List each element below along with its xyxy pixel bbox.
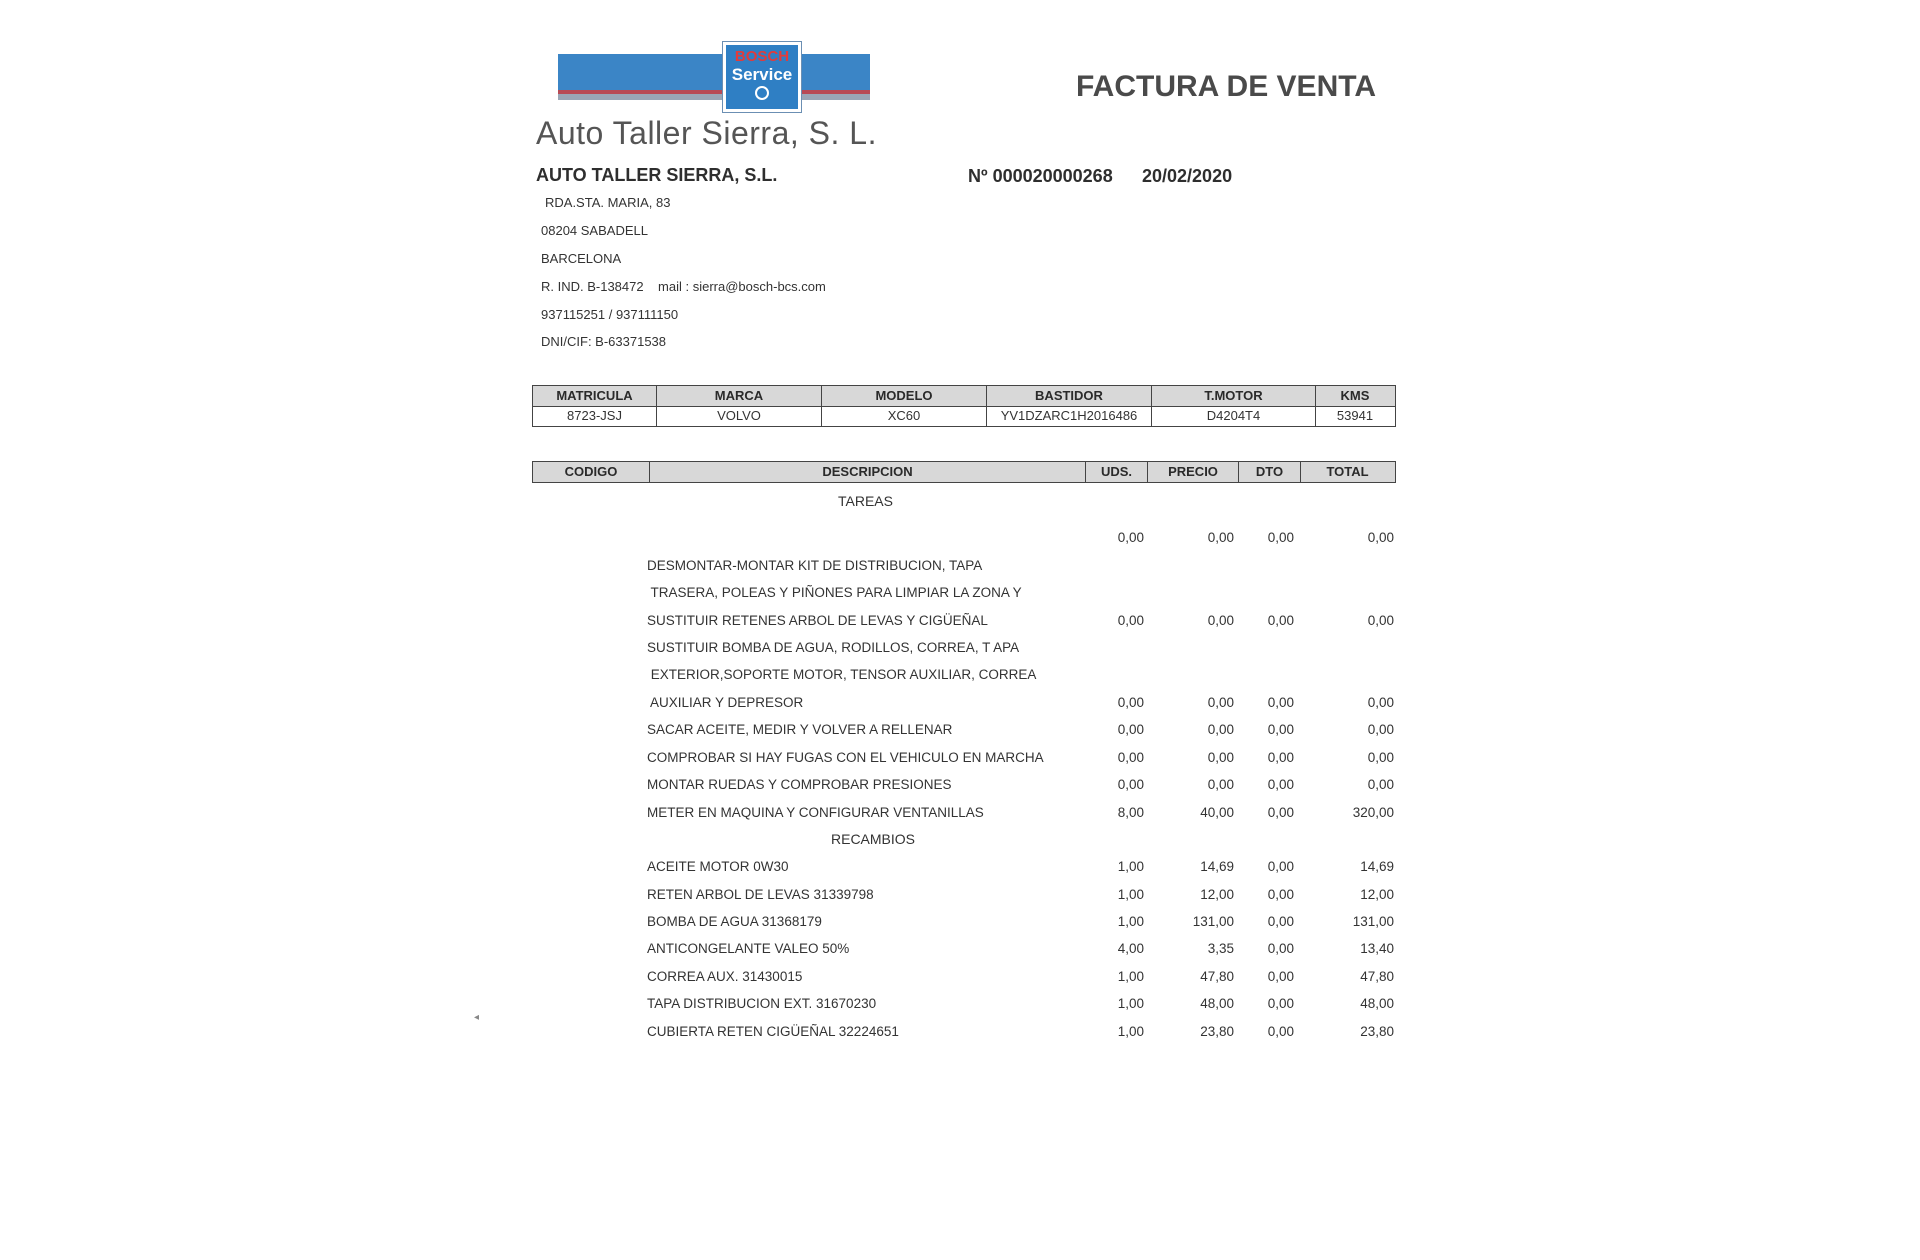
item-discount: 0,00	[1267, 805, 1294, 820]
item-units: 0,00	[1117, 722, 1144, 737]
item-discount: 0,00	[1267, 530, 1294, 545]
vehicle-header-cell: MARCA	[657, 386, 822, 406]
item-description: TRASERA, POLEAS Y PIÑONES PARA LIMPIAR LA ZONA Y	[647, 585, 1022, 600]
item-units: 0,00	[1117, 695, 1144, 710]
item-total: 23,80	[1360, 1024, 1394, 1039]
item-discount: 0,00	[1267, 914, 1294, 929]
item-discount: 0,00	[1267, 722, 1294, 737]
address-city: 08204 SABADELL	[541, 223, 648, 238]
document-title: FACTURA DE VENTA	[1076, 70, 1376, 103]
item-units: 4,00	[1117, 941, 1144, 956]
item-description: MONTAR RUEDAS Y COMPROBAR PRESIONES	[647, 777, 952, 792]
item-discount: 0,00	[1267, 613, 1294, 628]
logo-service-text: Service	[731, 65, 793, 84]
item-line	[0, 1024, 1920, 1042]
item-units: 0,00	[1117, 750, 1144, 765]
item-units: 1,00	[1117, 914, 1144, 929]
items-header-cell: TOTAL	[1326, 464, 1369, 479]
items-table-header	[532, 461, 1396, 483]
vehicle-header-cell: T.MOTOR	[1152, 386, 1316, 406]
item-line	[0, 859, 1920, 877]
item-line	[0, 805, 1920, 823]
bosch-service-logo	[558, 42, 870, 112]
item-total: 0,00	[1367, 695, 1394, 710]
vehicle-header-cell: BASTIDOR	[987, 386, 1152, 406]
item-description: DESMONTAR-MONTAR KIT DE DISTRIBUCION, TAPA	[647, 558, 983, 573]
item-line	[0, 914, 1920, 932]
item-line	[0, 777, 1920, 795]
item-line	[0, 695, 1920, 713]
address-registry-mail: R. IND. B-138472 mail : sierra@bosch-bcs.com	[541, 279, 826, 294]
address-street: RDA.STA. MARIA, 83	[545, 195, 671, 210]
item-discount: 0,00	[1267, 859, 1294, 874]
invoice-date: 20/02/2020	[1142, 166, 1233, 186]
item-total: 0,00	[1367, 613, 1394, 628]
item-units: 0,00	[1117, 777, 1144, 792]
item-price: 0,00	[1207, 613, 1234, 628]
item-price: 0,00	[1207, 777, 1234, 792]
item-units: 1,00	[1117, 996, 1144, 1011]
item-price: 12,00	[1200, 887, 1234, 902]
item-price: 14,69	[1200, 859, 1234, 874]
item-description: EXTERIOR,SOPORTE MOTOR, TENSOR AUXILIAR, CORREA	[647, 667, 1037, 682]
item-description: ANTICONGELANTE VALEO 50%	[647, 941, 850, 956]
item-description: CORREA AUX. 31430015	[647, 969, 803, 984]
item-line	[0, 613, 1920, 631]
items-header-cell: PRECIO	[1148, 462, 1239, 482]
item-line	[0, 941, 1920, 959]
item-price: 3,35	[1207, 941, 1234, 956]
item-discount: 0,00	[1267, 750, 1294, 765]
vehicle-header-cell: MATRICULA	[533, 386, 657, 406]
vehicle-chassis: YV1DZARC1H2016486	[987, 407, 1152, 426]
item-line	[0, 996, 1920, 1014]
section-tareas: TAREAS	[838, 493, 893, 509]
item-total: 13,40	[1360, 941, 1394, 956]
address-phones: 937115251 / 937111150	[541, 307, 679, 322]
scan-speck: ◂	[474, 1012, 480, 1023]
item-price: 23,80	[1200, 1024, 1234, 1039]
item-discount: 0,00	[1267, 887, 1294, 902]
item-total: 0,00	[1367, 750, 1394, 765]
item-line	[0, 969, 1920, 987]
item-discount: 0,00	[1267, 1024, 1294, 1039]
item-price: 131,00	[1192, 914, 1234, 929]
item-line	[0, 530, 1920, 548]
item-line	[0, 667, 1920, 685]
item-units: 8,00	[1117, 805, 1144, 820]
item-description: COMPROBAR SI HAY FUGAS CON EL VEHICULO EN MARCHA	[647, 750, 1044, 765]
logo-brand-text: BOSCH	[734, 48, 790, 65]
item-price: 0,00	[1207, 722, 1234, 737]
item-line	[0, 585, 1920, 603]
vehicle-header-cell: KMS	[1340, 388, 1370, 403]
invoice-number: Nº 000020000268	[968, 166, 1113, 186]
item-units: 0,00	[1117, 613, 1144, 628]
items-header-cell: UDS.	[1086, 462, 1148, 482]
item-total: 47,80	[1360, 969, 1394, 984]
address-province: BARCELONA	[541, 251, 622, 266]
item-description: SACAR ACEITE, MEDIR Y VOLVER A RELLENAR	[647, 722, 953, 737]
item-discount: 0,00	[1267, 695, 1294, 710]
item-description: SUSTITUIR RETENES ARBOL DE LEVAS Y CIGÜEÑAL	[647, 613, 988, 628]
item-units: 1,00	[1117, 887, 1144, 902]
company-logotype: Auto Taller Sierra, S. L.	[536, 115, 877, 151]
vehicle-table-header	[533, 386, 1395, 407]
item-units: 1,00	[1117, 969, 1144, 984]
vehicle-brand: VOLVO	[657, 407, 822, 426]
item-description: SUSTITUIR BOMBA DE AGUA, RODILLOS, CORREA, T APA	[647, 640, 1020, 655]
section-recambios: RECAMBIOS	[831, 831, 916, 847]
vehicle-header-cell: MODELO	[822, 386, 987, 406]
items-header-cell: DTO	[1239, 462, 1301, 482]
vehicle-model: XC60	[822, 407, 987, 426]
item-price: 0,00	[1207, 695, 1234, 710]
vehicle-kms: 53941	[1336, 408, 1374, 423]
item-price: 48,00	[1200, 996, 1234, 1011]
item-description: RETEN ARBOL DE LEVAS 31339798	[647, 887, 874, 902]
vehicle-plate: 8723-JSJ	[533, 407, 657, 426]
item-description: CUBIERTA RETEN CIGÜEÑAL 32224651	[647, 1024, 899, 1039]
bosch-armature-icon	[755, 86, 769, 100]
item-discount: 0,00	[1267, 777, 1294, 792]
item-units: 0,00	[1117, 530, 1144, 545]
item-line	[0, 887, 1920, 905]
address-tax-id: DNI/CIF: B-63371538	[541, 334, 667, 349]
item-description: ACEITE MOTOR 0W30	[647, 859, 789, 874]
item-total: 131,00	[1352, 914, 1394, 929]
items-header-cell: CODIGO	[533, 462, 650, 482]
item-line	[0, 558, 1920, 576]
item-discount: 0,00	[1267, 996, 1294, 1011]
item-description: AUXILIAR Y DEPRESOR	[647, 695, 804, 710]
item-units: 1,00	[1117, 1024, 1144, 1039]
item-total: 0,00	[1367, 530, 1394, 545]
item-total: 0,00	[1367, 777, 1394, 792]
item-description: TAPA DISTRIBUCION EXT. 31670230	[647, 996, 877, 1011]
item-discount: 0,00	[1267, 941, 1294, 956]
item-price: 47,80	[1200, 969, 1234, 984]
item-total: 12,00	[1360, 887, 1394, 902]
item-total: 320,00	[1352, 805, 1394, 820]
item-description: METER EN MAQUINA Y CONFIGURAR VENTANILLAS	[647, 805, 984, 820]
item-discount: 0,00	[1267, 969, 1294, 984]
item-line	[0, 722, 1920, 740]
item-price: 40,00	[1200, 805, 1234, 820]
item-description: BOMBA DE AGUA 31368179	[647, 914, 822, 929]
item-price: 0,00	[1207, 530, 1234, 545]
item-price: 0,00	[1207, 750, 1234, 765]
item-total: 0,00	[1367, 722, 1394, 737]
items-header-cell: DESCRIPCION	[650, 462, 1086, 482]
item-line	[0, 640, 1920, 658]
item-total: 14,69	[1360, 859, 1394, 874]
item-units: 1,00	[1117, 859, 1144, 874]
item-total: 48,00	[1360, 996, 1394, 1011]
vehicle-table	[532, 385, 1396, 427]
company-name: AUTO TALLER SIERRA, S.L.	[536, 165, 778, 185]
vehicle-engine: D4204T4	[1152, 407, 1316, 426]
vehicle-table-row	[533, 407, 1395, 426]
item-line	[0, 750, 1920, 768]
